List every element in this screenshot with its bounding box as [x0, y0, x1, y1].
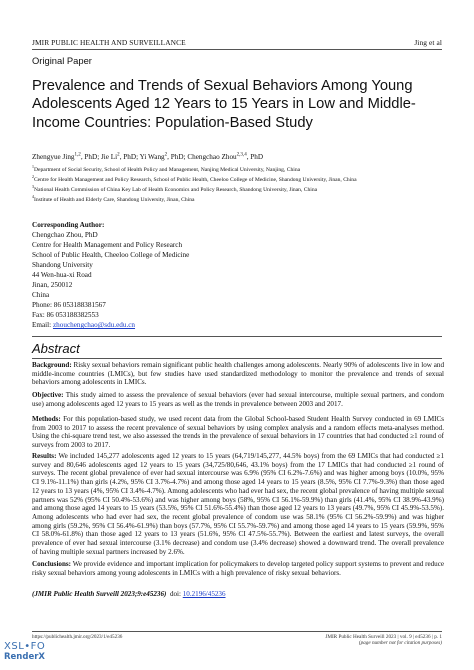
abstract-background: Background: Risky sexual behaviors remain significant public health challenges among adolescents. Nearly 90% of adolescents live in low and middle-income countries (LMICs), but few studies have used standardized methodology to monitor the prevalence and trends of sexual behaviors among adolescents in LMICs.	[32, 361, 444, 387]
abstract-results: Results: We included 145,277 adolescents aged 12 years to 15 years (64,719/145,277, 44.5% boys) from the 69 LMICs that had conducted ≥1 survey and 80,646 adolescents aged 12 years to 15 years (34,725/80,646, 43.1% boys) from the 17 LMICs that had conducted ≥1 round of surveys. The recent global prevalence of ever had sexual intercourse was 6.9% (95% CI 6.2%-7.6%) and was higher among boys (10.0%, 95% CI 9.1%-11.1%) than girls (4.2%, 95% CI 3.7%-4.7%) and among those aged 14 years to 15 years (8.5%, 95% CI 7.7%-9.3%) than those aged 12 years to 13 years (4%, 95% CI 3.4%-4.7%). Among adolescents who had ever had sex, the recent global prevalence of having multiple sexual partners was 52% (95% CI 50.4%-53.6%) and was higher among boys (58%, 95% CI 56.1%-59.9%) than girls (41.4%, 95% CI 38.9%-43.9%) and among those aged 14 years to 15 years (53.5%, 95% CI 51.6%-55.4%) than those aged 12 years to 13 years (49.7%, 95% CI 45.9%-53.5%). Among adolescents who had ever had sex, the recent global prevalence of condom use was 58.1% (95% CI 56.2%-59.9%) and was higher among girls (59.2%, 95% CI 56.4%-61.9%) than boys (57.7%, 95% CI 55.7%-59.7%) and among those aged 14 years to 15 years (59.9%, 95% CI 58.0%-61.8%) than those aged 12 years to 13 years (51.6%, 95% CI 47.5%-55.7%). Between the earliest and latest surveys, the overall prevalence of ever had sexual intercourse (3.1% decrease) and condom use (3.4% decrease) showed a downward trend. The overall prevalence of having multiple sexual partners increased by 2.6%.	[32, 452, 444, 556]
author: Zhengyue Jing$^{1,2}$, PhD;	[32, 152, 101, 161]
corresponding-line: Chengchao Zhou, PhD	[32, 231, 98, 240]
affiliation: $^1$Department of Social Security, School of Health Policy and Management, Nanjing Medical University, Nanjing, China	[32, 165, 301, 173]
corresponding-email-line: Email: zhouchengchao@sdu.edu.cn	[32, 321, 136, 330]
author: Yi Wang$^2$, PhD;	[139, 152, 188, 161]
affiliation: $^4$Institute of Health and Elderly Care, Shandong University, Jinan, China	[32, 195, 195, 203]
corresponding-author-block	[32, 220, 332, 331]
corresponding-line: Fax: 86 05318838​2553	[32, 311, 99, 320]
abstract-conclusions: Conclusions: We provide evidence and important implication for policymakers to develop targeted policy support systems to prevent and reduce risky sexual behaviors among young adolescents in LMICs with a high prevalence of risky sexual behaviors.	[32, 560, 444, 577]
corresponding-line: China	[32, 291, 50, 300]
abstract-objective: Objective: This study aimed to assess the prevalence of sexual behaviors (ever had sexual intercourse, multiple sexual partners, and condom use) among adolescents aged 12 years to 15 years as well as the trends in prevalence between 2003 and 2017.	[32, 391, 444, 408]
corresponding-line: Centre for Health Management and Policy Research	[32, 241, 183, 250]
abstract-heading: Abstract	[32, 341, 80, 356]
xslfo-logo: XSL•FO RenderX	[4, 641, 46, 662]
corresponding-line: Shandong University	[32, 261, 93, 270]
author: Jie Li$^2$, PhD;	[101, 152, 140, 161]
abstract-methods: Methods: For this population-based study, we used recent data from the Global School-based Student Health Survey conducted in 69 LMICs from 2003 to 2017 to assess the recent prevalence of sexual behaviors by using complex analysis and a random effects meta-analyses method. Using the chi-square trend test, we also assessed the trends in the prevalence of sexual behaviors in 17 countries that had conducted ≥1 round of surveys from 2003 to 2017.	[32, 415, 444, 450]
corresponding-heading: Corresponding Author:	[32, 221, 105, 229]
corresponding-line: Jinan, 250012	[32, 281, 73, 290]
footer-right: JMIR Public Health Surveill 2023 | vol. 9 | e45236 | p. 1 (page number not for citation purposes)	[325, 634, 442, 646]
footer-rule	[32, 631, 442, 632]
corresponding-line: Phone: 86 053188381567	[32, 301, 106, 310]
abstract-top-rule	[32, 336, 442, 337]
header-rule	[32, 49, 442, 50]
abstract-heading-rule	[32, 358, 442, 359]
citation: (JMIR Public Health Surveill 2023;9:e45236) doi: 10.2196/45236	[32, 590, 226, 598]
journal-header: JMIR PUBLIC HEALTH AND SURVEILLANCE	[32, 38, 186, 47]
affiliation: $^3$National Health Commission of China Key Lab of Health Economics and Policy Research, Shandong University, Jinan, China	[32, 185, 318, 193]
doi-link[interactable]: 10.2196/45236	[182, 590, 226, 598]
author-short-header: Jing et al	[414, 38, 442, 47]
affiliation: $^2$Centre for Health Management and Policy Research, School of Public Health, Cheeloo College of Medicine, Shandong University, Jinan, China	[32, 175, 357, 183]
author: Chengchao Zhou$^{2,3,4}$, PhD	[187, 152, 264, 161]
corresponding-line: School of Public Health, Cheeloo College of Medicine	[32, 251, 190, 260]
footer-url: https://publichealth.jmir.org/2023/1/e45236	[32, 634, 123, 640]
article-title: Prevalence and Trends of Sexual Behaviors Among Young Adolescents Aged 12 Years to 15 Years in Low and Middle-Income Countries: Population-Based Study	[32, 78, 416, 131]
article-type: Original Paper	[32, 55, 92, 66]
author-list	[32, 153, 442, 161]
corresponding-line: 44 Wen-hua-xi Road	[32, 271, 92, 280]
email-link[interactable]: zhouchengchao@sdu.edu.cn	[52, 321, 136, 330]
